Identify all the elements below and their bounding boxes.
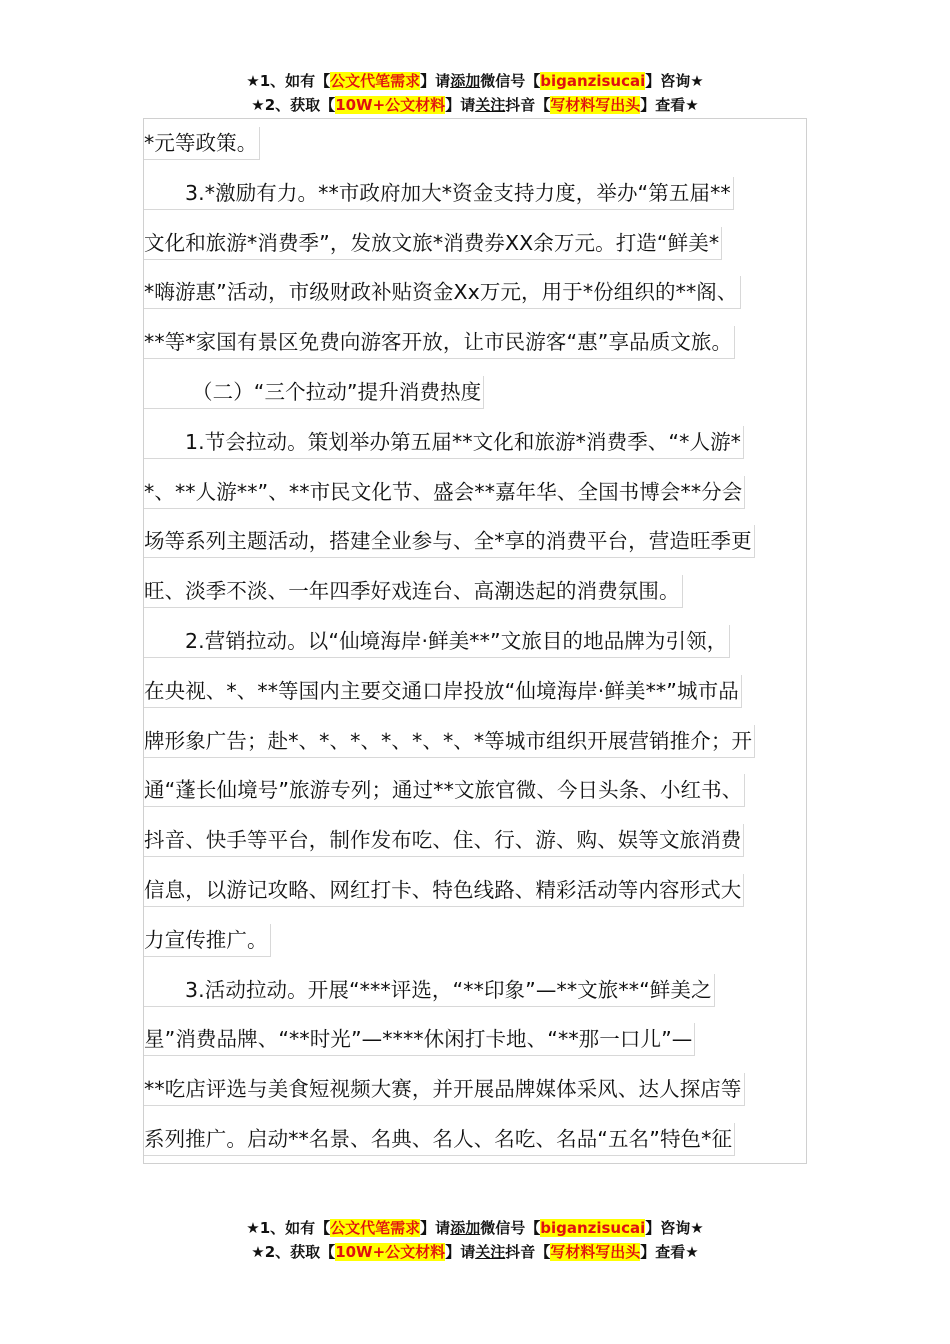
promo-text: 抖音【 — [505, 96, 551, 114]
body-text: 文化和旅游*消费季”，发放文旅*消费券XX余万元。打造“鲜美* — [144, 227, 722, 260]
body-text: 力宣传推广。 — [144, 924, 271, 957]
promo-text: 】请 — [445, 96, 476, 114]
promo-text: 】请 — [420, 72, 451, 90]
body-line — [144, 617, 806, 667]
section-heading — [144, 368, 806, 418]
body-text: 牌形象广告；赴*、*、*、*、*、*、*等城市组织开展营销推介；开 — [144, 725, 755, 758]
body-line — [144, 517, 806, 567]
promo-text: ★2、获取【 — [251, 96, 336, 114]
body-line — [144, 966, 806, 1016]
body-text: 星”消费品牌、“**时光”—****休闲打卡地、“**那一口儿”— — [144, 1023, 695, 1056]
body-text: 场等系列主题活动，搭建全业参与、全*享的消费平台，营造旺季更 — [144, 525, 755, 558]
body-line — [144, 1115, 806, 1164]
promo-line-2 — [0, 93, 950, 117]
promo-text: ★1、如有【 — [246, 72, 331, 90]
promo-highlight: 写材料写出头 — [550, 96, 641, 114]
promo-text: 】请 — [445, 1243, 476, 1261]
body-line — [144, 717, 806, 767]
promo-highlight: biganzisucai — [540, 1219, 646, 1237]
promo-highlight: 10W+公文材料 — [335, 1243, 446, 1261]
promo-text: 】咨询★ — [645, 1219, 704, 1237]
promo-underline: 添加 — [450, 72, 481, 90]
promo-highlight: 公文代笔需求 — [330, 1219, 421, 1237]
promo-line-1 — [0, 1216, 950, 1240]
body-line — [144, 916, 806, 966]
promo-text: 微信号【 — [480, 1219, 541, 1237]
body-text: 2.营销拉动。以“仙境海岸·鲜美**”文旅目的地品牌为引领， — [144, 625, 730, 658]
body-line — [144, 1015, 806, 1065]
document-body — [143, 118, 807, 1164]
body-line — [144, 219, 806, 269]
body-text: 1.节会拉动。策划举办第五届**文化和旅游*消费季、“*人游* — [144, 426, 744, 459]
body-text: **吃店评选与美食短视频大赛，并开展品牌媒体采风、达人探店等 — [144, 1073, 745, 1106]
promo-text: 】查看★ — [640, 1243, 699, 1261]
body-line — [144, 866, 806, 916]
body-line — [144, 418, 806, 468]
body-line — [144, 169, 806, 219]
body-line — [144, 268, 806, 318]
promo-line-1 — [0, 69, 950, 93]
promo-text: 】请 — [420, 1219, 451, 1237]
body-text: 信息，以游记攻略、网红打卡、特色线路、精彩活动等内容形式大 — [144, 874, 744, 907]
promo-text: 】咨询★ — [645, 72, 704, 90]
body-line — [144, 766, 806, 816]
body-text: 抖音、快手等平台，制作发布吃、住、行、游、购、娱等文旅消费 — [144, 824, 744, 857]
promo-text: 】查看★ — [640, 96, 699, 114]
promo-underline: 添加 — [450, 1219, 481, 1237]
body-line — [144, 816, 806, 866]
promo-line-2 — [0, 1240, 950, 1264]
body-line — [144, 567, 806, 617]
promo-highlight: 公文代笔需求 — [330, 72, 421, 90]
promo-underline: 关注 — [475, 1243, 506, 1261]
body-text: 通“蓬长仙境号”旅游专列；通过**文旅官微、今日头条、小红书、 — [144, 774, 745, 807]
promo-text: ★1、如有【 — [246, 1219, 331, 1237]
body-line — [144, 1065, 806, 1115]
body-text: 系列推广。启动**名景、名典、名人、名吃、名品“五名”特色*征 — [144, 1123, 735, 1156]
body-text: 3.*激励有力。**市政府加大*资金支持力度，举办“第五届** — [144, 177, 734, 210]
body-text: 在央视、*、**等国内主要交通口岸投放“仙境海岸·鲜美**”城市品 — [144, 675, 742, 708]
body-line — [144, 119, 806, 169]
promo-text: 抖音【 — [505, 1243, 551, 1261]
body-line — [144, 468, 806, 518]
promo-highlight: 10W+公文材料 — [335, 96, 446, 114]
body-text: *、**人游**”、**市民文化节、盛会**嘉年华、全国书博会**分会 — [144, 476, 745, 509]
section-heading-text: （二）“三个拉动”提升消费热度 — [144, 376, 484, 409]
promo-highlight: biganzisucai — [540, 72, 646, 90]
promo-text: ★2、获取【 — [251, 1243, 336, 1261]
promo-text: 微信号【 — [480, 72, 541, 90]
body-text: **等*家国有景区免费向游客开放，让市民游客“惠”享品质文旅。 — [144, 326, 735, 359]
body-line — [144, 667, 806, 717]
promo-banner-top — [0, 69, 950, 117]
promo-underline: 关注 — [475, 96, 506, 114]
promo-highlight: 写材料写出头 — [550, 1243, 641, 1261]
body-text: *嗨游惠”活动，市级财政补贴资金Xx万元，用于*份组织的**阁、 — [144, 276, 741, 309]
promo-banner-bottom — [0, 1216, 950, 1264]
body-text: 3.活动拉动。开展“***评选，“**印象”—**文旅**“鲜美之 — [144, 974, 715, 1007]
body-line — [144, 318, 806, 368]
body-text: 旺、淡季不淡、一年四季好戏连台、高潮迭起的消费氛围。 — [144, 575, 683, 608]
body-text: *元等政策。 — [144, 127, 260, 160]
